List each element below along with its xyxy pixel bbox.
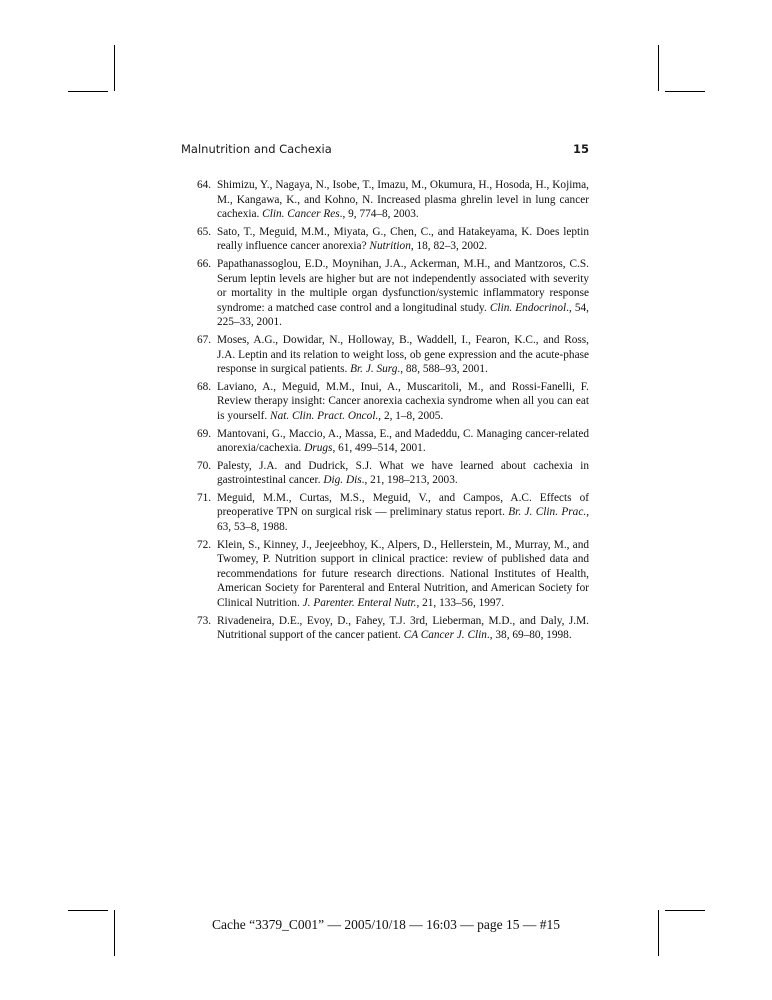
reference-journal: Dig. Dis bbox=[323, 474, 362, 487]
reference-number: 72. bbox=[197, 538, 212, 551]
reference-citation: , 63, 53–8, 1988. bbox=[217, 506, 590, 534]
reference-citation: , 21, 133–56, 1997. bbox=[416, 597, 505, 610]
reference-text: Laviano, A., Meguid, M.M., Inui, A., Muscaritoli, M., and Rossi-Fanelli, F. Review therapy insight: Cancer anorexia cachexia syndrome when all you can eat is yourself. bbox=[217, 380, 589, 422]
reference-text: Rivadeneira, D.E., Evoy, D., Fahey, T.J. 3rd, Lieberman, M.D., and Daly, J.M. Nutritional support of the cancer patient. bbox=[217, 614, 589, 642]
reference-text: Sato, T., Meguid, M.M., Miyata, G., Chen, C., and Hatakeyama, K. Does leptin really influence cancer anorexia? bbox=[217, 225, 589, 253]
reference-text: Palesty, J.A. and Dudrick, S.J. What we have learned about cachexia in gastrointestinal cancer. bbox=[217, 459, 589, 487]
reference-item bbox=[197, 538, 589, 611]
reference-item bbox=[197, 380, 589, 424]
reference-journal: CA Cancer J. Clin bbox=[403, 629, 487, 642]
reference-number: 71. bbox=[197, 491, 212, 504]
crop-mark-bottom-right-horizontal bbox=[665, 910, 705, 911]
crop-mark-top-right-horizontal bbox=[665, 91, 705, 92]
reference-text: Mantovani, G., Maccio, A., Massa, E., and Madeddu, C. Managing cancer-related anorexia/cachexia. bbox=[217, 427, 589, 455]
reference-item bbox=[197, 614, 589, 643]
reference-citation: , 61, 499–514, 2001. bbox=[332, 442, 426, 455]
reference-number: 68. bbox=[197, 380, 212, 393]
page-number: 15 bbox=[572, 142, 589, 156]
reference-citation: ., 9, 774–8, 2003. bbox=[339, 208, 419, 221]
reference-citation: , 2, 1–8, 2005. bbox=[378, 409, 444, 422]
reference-text: Papathanassoglou, E.D., Moynihan, J.A., Ackerman, M.H., and Mantzoros, C.S. Serum leptin levels are higher but are not independently associated with severity or mortality in the multiple organ dysfunction/systemic inflammatory response syndrome: a matched case control and a longitudinal study. bbox=[217, 257, 589, 314]
reference-number: 73. bbox=[197, 614, 212, 627]
reference-text: Klein, S., Kinney, J., Jeejeebhoy, K., Alpers, D., Hellerstein, M., Murray, M., and Twomey, P. Nutrition support in clinical practice: review of published data and recommendations for future research directions. National Institutes of Health, American Society for Parenteral and Enteral Nutrition, and American Society for Clinical Nutrition. bbox=[217, 538, 589, 610]
reference-item bbox=[197, 225, 589, 254]
reference-number: 66. bbox=[197, 257, 212, 270]
reference-journal: Nutrition bbox=[369, 240, 411, 253]
reference-item bbox=[197, 257, 589, 330]
crop-mark-top-right-vertical bbox=[658, 45, 659, 91]
crop-mark-top-left-horizontal bbox=[68, 91, 108, 92]
reference-item bbox=[197, 333, 589, 377]
crop-mark-top-left-vertical bbox=[114, 45, 115, 91]
reference-journal: Drugs bbox=[304, 442, 333, 455]
reference-number: 69. bbox=[197, 427, 212, 440]
reference-citation: ., 38, 69–80, 1998. bbox=[486, 629, 572, 642]
reference-citation: , 18, 82–3, 2002. bbox=[410, 240, 488, 253]
reference-item bbox=[197, 491, 589, 535]
reference-text: Shimizu, Y., Nagaya, N., Isobe, T., Imazu, M., Okumura, H., Hosoda, H., Kojima, M., Kangawa, K., and Kohno, N. Increased plasma ghrelin level in lung cancer cachexia. bbox=[217, 179, 589, 221]
reference-list bbox=[197, 178, 589, 646]
reference-citation: ., 88, 588–93, 2001. bbox=[397, 363, 488, 376]
reference-item bbox=[197, 178, 589, 222]
reference-journal: Br. J. Surg bbox=[350, 363, 398, 376]
reference-text: Meguid, M.M., Curtas, M.S., Meguid, V., and Campos, A.C. Effects of preoperative TPN on surgical risk — preliminary status report. bbox=[217, 491, 589, 519]
reference-item bbox=[197, 427, 589, 456]
reference-citation: ., 54, 225–33, 2001. bbox=[217, 301, 590, 329]
reference-number: 65. bbox=[197, 225, 212, 238]
reference-number: 64. bbox=[197, 179, 212, 191]
reference-citation: ., 21, 198–213, 2003. bbox=[361, 474, 458, 487]
reference-journal: J. Parenter. Enteral Nutr. bbox=[302, 597, 417, 610]
running-head-title: Malnutrition and Cachexia bbox=[181, 142, 332, 156]
reference-journal: Clin. Cancer Res bbox=[262, 208, 340, 221]
reference-number: 70. bbox=[197, 459, 212, 472]
crop-mark-bottom-left-horizontal bbox=[68, 910, 108, 911]
reference-journal: Nat. Clin. Pract. Oncol. bbox=[270, 409, 379, 422]
reference-journal: Clin. Endocrinol bbox=[489, 301, 567, 314]
footer-info: Cache “3379_C001” — 2005/10/18 — 16:03 — page 15 — #15 bbox=[212, 917, 560, 932]
reference-item bbox=[197, 459, 589, 488]
reference-journal: Br. J. Clin. Prac. bbox=[508, 506, 587, 519]
reference-text: Moses, A.G., Dowidar, N., Holloway, B., Waddell, I., Fearon, K.C., and Ross, J.A. Leptin and its relation to weight loss, ob gene expression and the acute-phase response in surgical patients. bbox=[217, 333, 589, 376]
reference-number: 67. bbox=[197, 333, 212, 346]
